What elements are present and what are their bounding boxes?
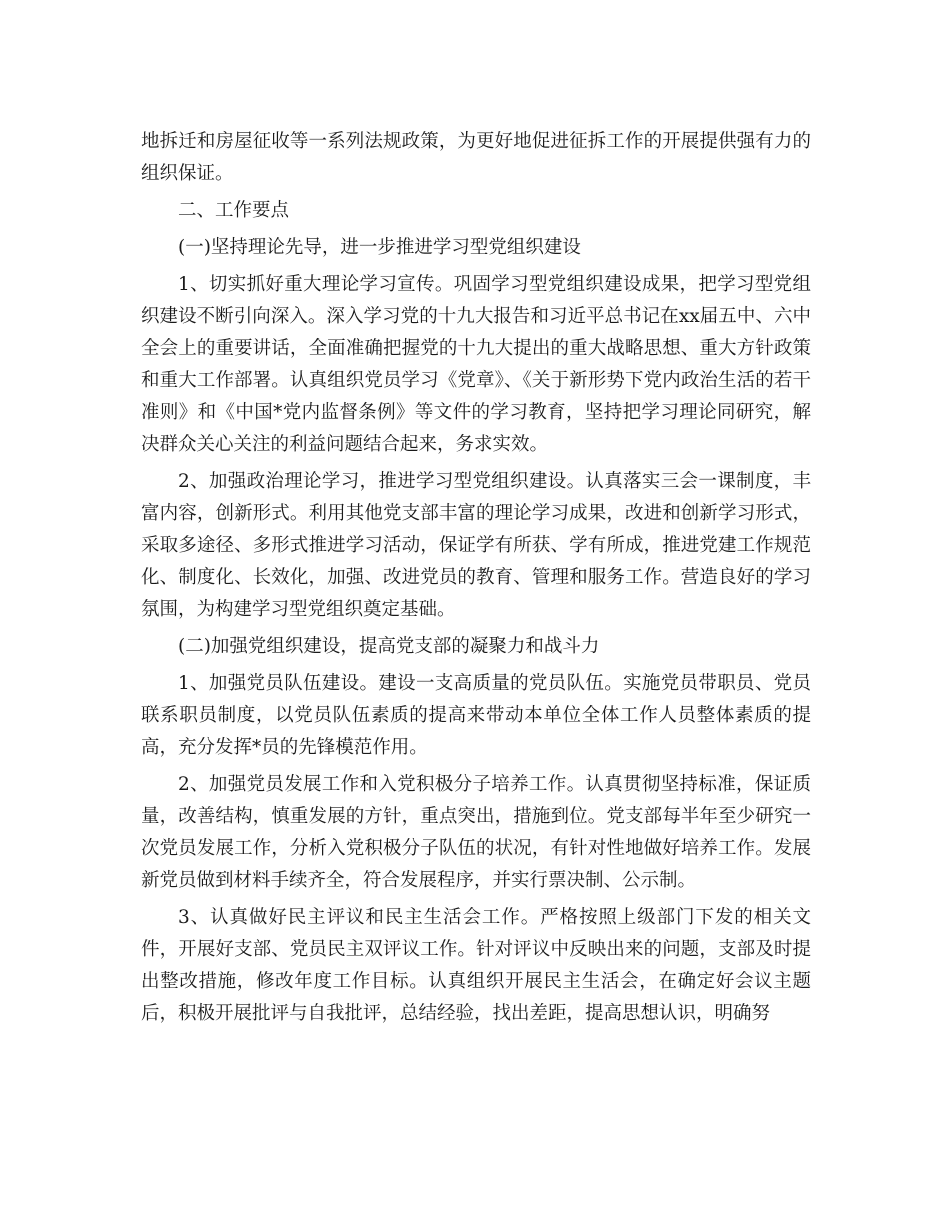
document-body [141, 126, 811, 1030]
paragraph-item-2-1: 1、加强党员队伍建设。建设一支高质量的党员队伍。实施党员带职员、党员联系职员制度，以党员队伍素质的提高来带动本单位全体工作人员整体素质的提高，充分发挥*员的先锋模范作用。 [141, 673, 811, 758]
paragraph-item-2-2: 2、加强党员发展工作和入党积极分子培养工作。认真贯彻坚持标准，保证质量，改善结构，慎重发展的方针，重点突出，措施到位。党支部每半年至少研究一次党员发展工作，分析入党积极分子队伍的状况，有针对性地做好培养工作。发展新党员做到材料手续齐全，符合发展程序，并实行票决制、公示制。 [141, 774, 811, 891]
paragraph-continuation: 地拆迁和房屋征收等一系列法规政策，为更好地促进征拆工作的开展提供强有力的组织保证。 [141, 131, 811, 184]
subsection-heading-1: (一)坚持理论先导，进一步推进学习型党组织建设 [178, 237, 581, 258]
section-heading-work-points: 二、工作要点 [178, 200, 290, 221]
subsection-heading-2: (二)加强党组织建设，提高党支部的凝聚力和战斗力 [178, 636, 600, 657]
paragraph-item-1-2: 2、加强政治理论学习，推进学习型党组织建设。认真落实三会一课制度，丰富内容，创新形式。利用其他党支部丰富的理论学习成果，改进和创新学习形式，采取多途径、多形式推进学习活动，保证学有所获、学有所成，推进党建工作规范化、制度化、长效化，加强、改进党员的教育、管理和服务工作。营造良好的学习氛围，为构建学习型党组织奠定基础。 [141, 471, 811, 620]
paragraph-item-2-3: 3、认真做好民主评议和民主生活会工作。严格按照上级部门下发的相关文件，开展好支部、党员民主双评议工作。针对评议中反映出来的问题，支部及时提出整改措施，修改年度工作目标。认真组织开展民主生活会，在确定好会议主题后，积极开展批评与自我批评，总结经验，找出差距，提高思想认识，明确努 [141, 907, 811, 1024]
paragraph-item-1-1: 1、切实抓好重大理论学习宣传。巩固学习型党组织建设成果，把学习型党组织建设不断引向深入。深入学习党的十九大报告和习近平总书记在xx届五中、六中全会上的重要讲话，全面准确把握党的十九大提出的重大战略思想、重大方针政策和重大工作部署。认真组织党员学习《党章》、《关于新形势下党内政治生活的若干准则》和《中国*党内监督条例》等文件的学习教育，坚持把学习理论同研究，解决群众关心关注的利益问题结合起来，务求实效。 [141, 274, 811, 455]
